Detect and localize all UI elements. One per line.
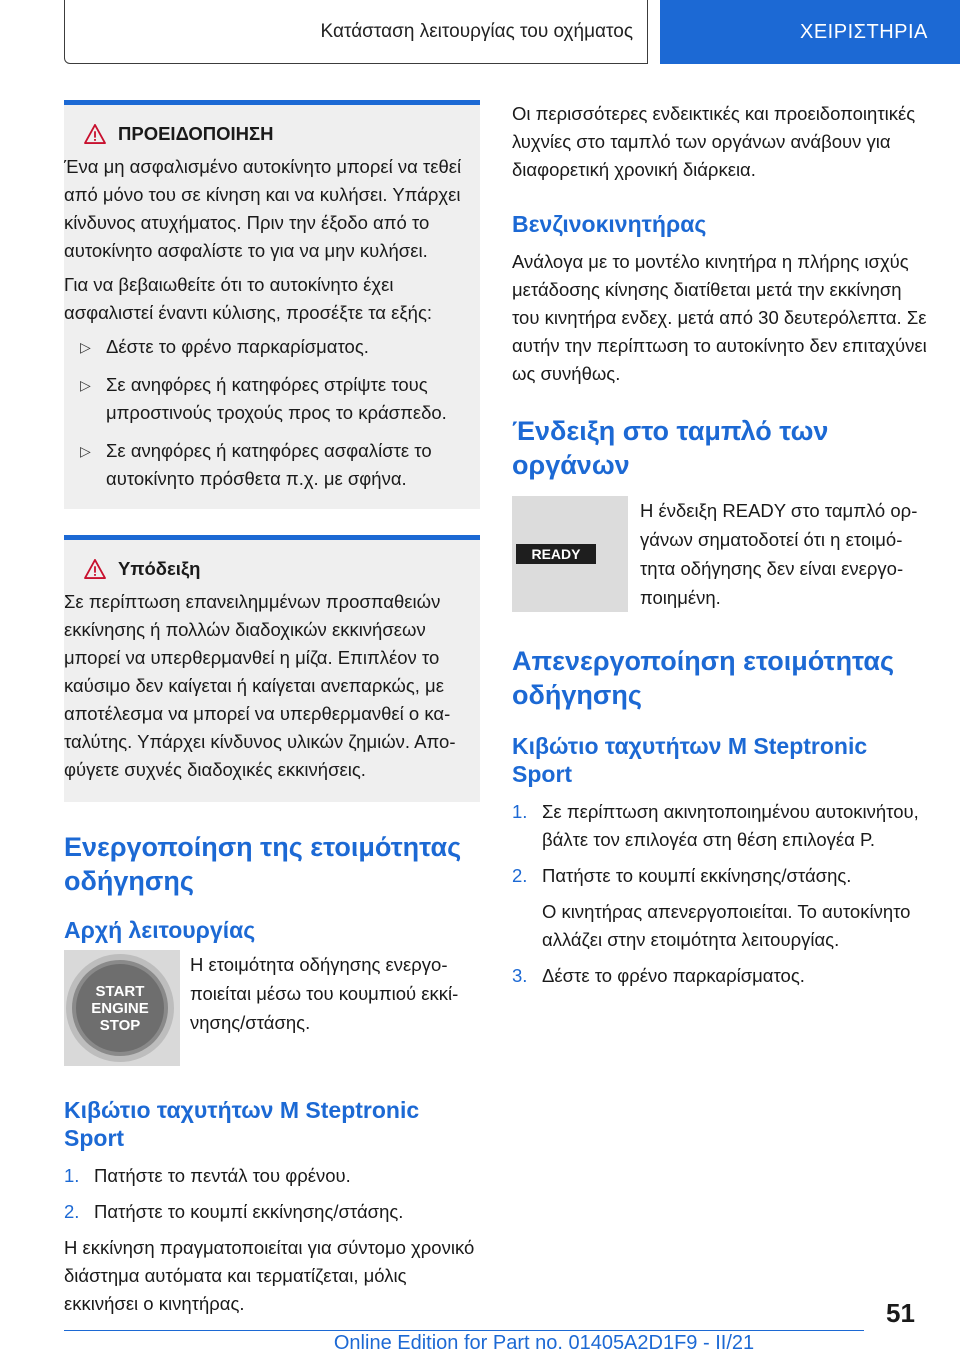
right-column: [512, 100, 928, 998]
list-item: ▷ Δέστε το φρένο παρκαρίσματος.: [64, 333, 480, 361]
note-title: [84, 558, 480, 580]
left-column: [64, 100, 480, 1324]
chapter-tab-label: ΧΕΙΡΙΣΤΗΡΙΑ: [800, 20, 928, 43]
list-item: 3. Δέστε το φρένο παρκαρίσματος.: [512, 965, 805, 986]
start-button-label: START ENGINE STOP: [91, 983, 149, 1034]
note-box: [64, 535, 480, 802]
warning-text-2: Για να βεβαιωθείτε ότι το αυτοκίνητο έχει ασφαλιστεί έναντι κύλισης, προσέξτε τα εξής:: [64, 274, 432, 323]
warning-triangle-icon: [84, 124, 106, 144]
footer-edition: Online Edition for Part no. 01405A2D1F9 - II/21: [333, 1332, 755, 1354]
warning-box: [64, 100, 480, 509]
steptronic-heading-left: Κιβώτιο ταχυτήτων M Steptronic Sport: [64, 1097, 420, 1151]
activation-heading: Ενεργοποίηση της ετοιμότητας οδήγησης: [64, 832, 462, 896]
start-steps: [64, 1162, 480, 1226]
note-text: Σε περίπτωση επανειλημμένων προσπαθειών εκκίνησης ή πολλών διαδοχικών εκκινήσεων μπορεί να υπερθερμανθεί η μίζα. Επιπλέον το καύσιμο δεν καίγεται ή καίγεται ανεπαρκώς, με αποτέλεσμα να μπορεί να υπερθερμανθεί ο καταλύτης. Υπάρχει κίνδυνος υλικών ζημιών. Αποφύγετε συχνές διαδοχικές εκκινήσεις.: [64, 591, 456, 780]
list-item: 2. Πατήστε το κουμπί εκκίνησης/στάσης.: [64, 1201, 404, 1222]
start-after-text: Η εκκίνηση πραγματοποιείται για σύντομο χρονικό διάστημα αυτόματα και τερματίζεται, μόλις εκκινήσει ο κινητήρας.: [64, 1237, 475, 1314]
ready-row: [512, 496, 928, 612]
petrol-text: Ανάλογα με το μοντέλο κινητήρα η πλήρης ισχύς μετάδοσης κίνησης διατίθεται μετά την εκκίνηση του κινητήρα ενδεχ. μετά από 30 δευτερόλεπτα. Σε αυτήν την περίπτωση το αυτοκίνητο δεν επιταχύνει ως συνήθως.: [512, 251, 927, 384]
display-text: Η ένδειξη READY στο ταμπλό οργάνων σηματοδοτεί ότι η ετοιμότητα οδήγησης δεν είναι ενεργοποιημένη.: [640, 500, 918, 608]
warning-title: [84, 123, 480, 145]
ready-indicator: READY: [516, 544, 596, 564]
note-title-text: Υπόδειξη: [118, 558, 201, 579]
list-item: 1. Σε περίπτωση ακινητοποιημένου αυτοκινήτου, βάλτε τον επιλογέα στη θέση επιλογέα P.: [512, 801, 919, 850]
start-engine-stop-button-image: [64, 950, 180, 1066]
display-heading: Ένδειξη στο ταμπλό των οργάνων: [512, 416, 829, 480]
list-item: 1. Πατήστε το πεντάλ του φρένου.: [64, 1165, 351, 1186]
principle-text: Η ετοιμότητα οδήγησης ενεργοποιείται μέσω του κουμπιού εκκίνησης/στάσης.: [190, 954, 459, 1033]
petrol-heading: Βενζινοκινητήρας: [512, 211, 707, 237]
start-button-row: [64, 950, 480, 1066]
ready-display-image: [512, 496, 628, 612]
stop-steps: [512, 798, 928, 990]
bullet-triangle-icon: ▷: [80, 377, 91, 393]
warning-triangle-icon: [84, 559, 106, 579]
page-number: 51: [886, 1298, 915, 1328]
list-item: 2. Πατήστε το κουμπί εκκίνησης/στάσης. Ο κινητήρας απενεργοποιείται. Το αυτοκίνητο αλλάζει στην ετοιμότητα λειτουργίας.: [512, 865, 911, 950]
bullet-triangle-icon: ▷: [80, 443, 91, 459]
warning-bullets: [64, 333, 480, 493]
principle-heading: Αρχή λειτουργίας: [64, 917, 256, 943]
running-header: [64, 0, 648, 64]
warning-text-1: Ένα μη ασφαλισμένο αυτοκίνητο μπορεί να τεθεί από μόνο του σε κίνηση και να κυλήσει. Υπάρχει κίνδυνος ατυχήματος. Πριν την έξοδο από το αυτοκίνητο ασφαλίστε το για να μην κυλήσει.: [64, 156, 462, 261]
indicator-intro: Οι περισσότερες ενδεικτικές και προειδοποιητικές λυχνίες στο ταμπλό των οργάνων ανάβουν για διαφορετική χρονική διάρκεια.: [512, 103, 916, 180]
deactivation-heading: Απενεργοποίηση ετοιμότητας οδήγησης: [512, 646, 894, 710]
warning-title-text: ΠΡΟΕΙΔΟΠΟΙΗΣΗ: [118, 123, 274, 144]
footer-divider: [64, 1330, 864, 1331]
bullet-triangle-icon: ▷: [80, 339, 91, 355]
section-title: Κατάσταση λειτουργίας του οχήματος: [320, 20, 633, 42]
list-item: ▷ Σε ανηφόρες ή κατηφόρες ασφαλίστε το αυτοκίνητο πρόσθετα π.χ. με σφήνα.: [64, 437, 480, 493]
steptronic-heading-right: Κιβώτιο ταχυτήτων M Steptronic Sport: [512, 733, 868, 787]
chapter-tab[interactable]: [660, 0, 960, 64]
list-item: ▷ Σε ανηφόρες ή κατηφόρες στρίψτε τους μπροστινούς τροχούς προς το κράσπεδο.: [64, 371, 480, 427]
